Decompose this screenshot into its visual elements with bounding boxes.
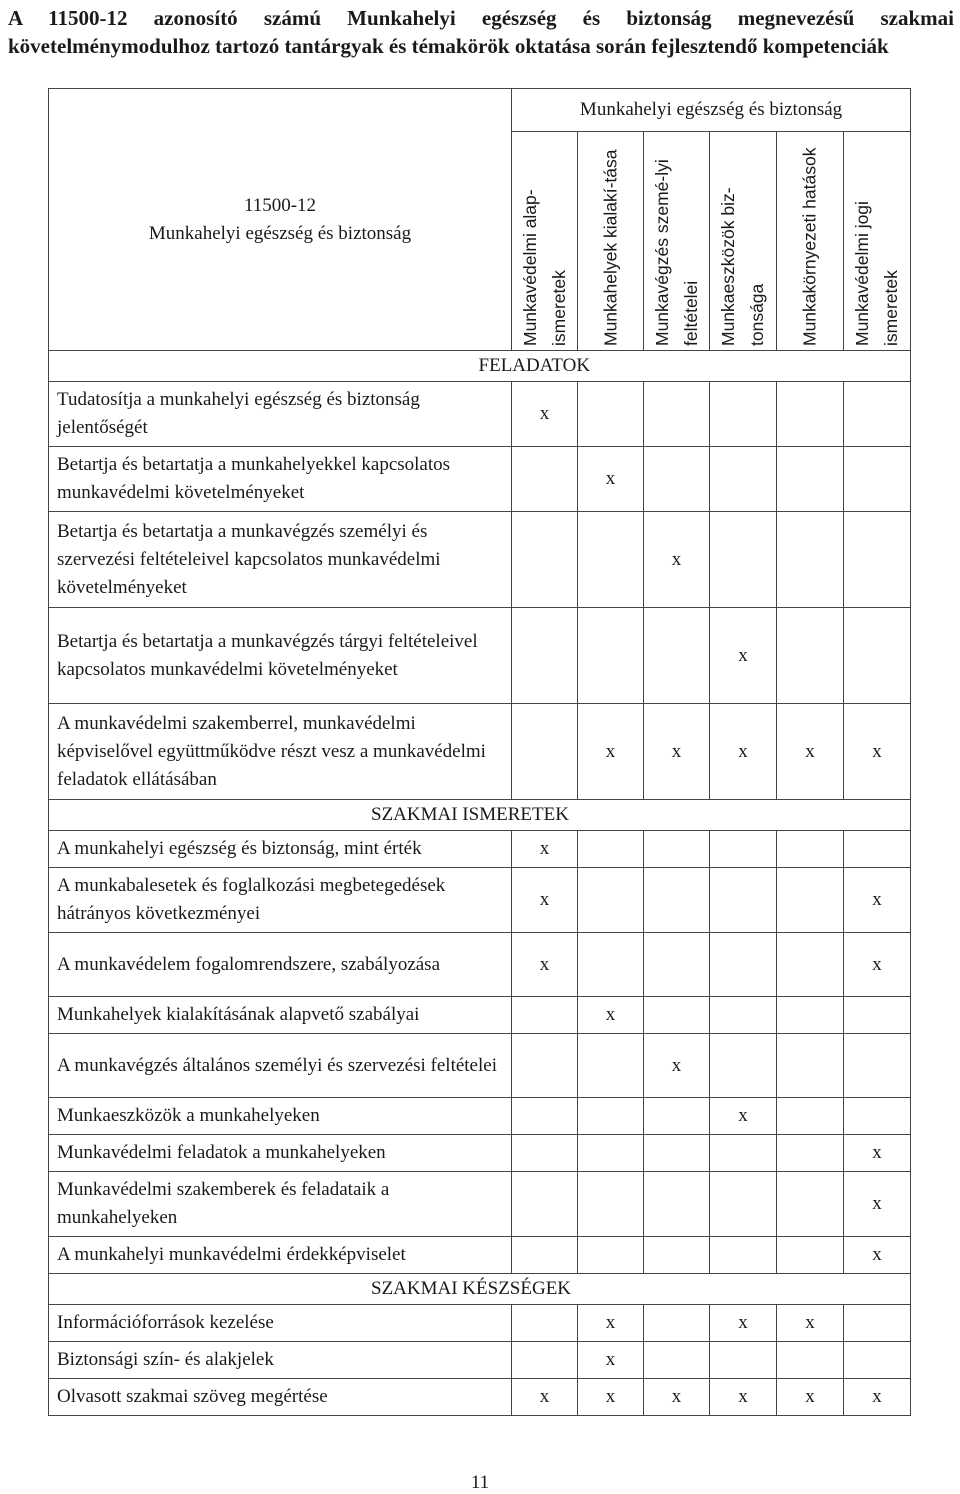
mark-cell bbox=[710, 1342, 777, 1379]
mark-cell: x bbox=[844, 868, 911, 933]
row-label: A munkavédelem fogalomrendszere, szabályozása bbox=[49, 933, 512, 997]
mark-cell bbox=[710, 1172, 777, 1237]
row-label: A munkavédelmi szakemberrel, munkavédelmi képviselővel együttműködve részt vesz a munkavédelmi feladatok ellátásában bbox=[49, 704, 512, 800]
mark-cell bbox=[578, 1034, 644, 1098]
mark-cell: x bbox=[777, 1379, 844, 1416]
column-header: Munkavédelmi jogi ismeretek bbox=[844, 132, 911, 351]
row-label: A munkahelyi munkavédelmi érdekképviselet bbox=[49, 1237, 512, 1274]
section-heading-row bbox=[49, 1274, 911, 1305]
mark-cell bbox=[710, 1135, 777, 1172]
table-row bbox=[49, 1379, 911, 1416]
table-row bbox=[49, 1305, 911, 1342]
mark-cell bbox=[777, 933, 844, 997]
mark-cell bbox=[777, 382, 844, 447]
table-row bbox=[49, 868, 911, 933]
mark-cell: x bbox=[710, 704, 777, 800]
mark-cell: x bbox=[844, 704, 911, 800]
mark-cell bbox=[644, 1135, 710, 1172]
mark-cell: x bbox=[644, 1034, 710, 1098]
mark-cell bbox=[578, 1172, 644, 1237]
row-label: Munkahelyek kialakításának alapvető szabályai bbox=[49, 997, 512, 1034]
module-corner-cell bbox=[49, 89, 512, 351]
mark-cell: x bbox=[844, 1135, 911, 1172]
section-heading: SZAKMAI KÉSZSÉGEK bbox=[49, 1274, 911, 1305]
row-label: Munkavédelmi szakemberek és feladataik a munkahelyeken bbox=[49, 1172, 512, 1237]
row-label: Olvasott szakmai szöveg megértése bbox=[49, 1379, 512, 1416]
mark-cell bbox=[512, 1237, 578, 1274]
row-label: Betartja és betartatja a munkavégzés személyi és szervezési feltételeivel kapcsolatos munkavédelmi követelményeket bbox=[49, 512, 512, 608]
mark-cell bbox=[512, 1172, 578, 1237]
mark-cell bbox=[844, 382, 911, 447]
mark-cell bbox=[844, 1034, 911, 1098]
page-title: A 11500-12 azonosító számú Munkahelyi egészség és biztonság megnevezésű szakmai követelménymodulhoz tartozó tantárgyak és témakörök oktatása során fejlesztendő kompetenciák bbox=[8, 6, 954, 58]
section-heading: FELADATOK bbox=[49, 351, 911, 382]
module-name: Munkahelyi egészség és biztonság bbox=[148, 222, 412, 244]
mark-cell bbox=[844, 512, 911, 608]
mark-cell: x bbox=[512, 382, 578, 447]
mark-cell bbox=[777, 512, 844, 608]
mark-cell: x bbox=[777, 1305, 844, 1342]
mark-cell: x bbox=[512, 831, 578, 868]
column-header: Munkahelyek kialakí-tása bbox=[578, 132, 644, 351]
mark-cell bbox=[844, 1305, 911, 1342]
table-row bbox=[49, 1237, 911, 1274]
mark-cell bbox=[512, 704, 578, 800]
mark-cell bbox=[710, 512, 777, 608]
mark-cell bbox=[578, 1135, 644, 1172]
mark-cell bbox=[512, 512, 578, 608]
mark-cell: x bbox=[844, 933, 911, 997]
mark-cell bbox=[512, 1098, 578, 1135]
table-row bbox=[49, 1098, 911, 1135]
mark-cell bbox=[578, 608, 644, 704]
row-label: A munkavégzés általános személyi és szervezési feltételei bbox=[49, 1034, 512, 1098]
mark-cell bbox=[644, 608, 710, 704]
table-row bbox=[49, 1342, 911, 1379]
mark-cell: x bbox=[844, 1237, 911, 1274]
mark-cell bbox=[844, 1098, 911, 1135]
mark-cell bbox=[644, 831, 710, 868]
table-row bbox=[49, 382, 911, 447]
mark-cell bbox=[710, 997, 777, 1034]
mark-cell bbox=[710, 868, 777, 933]
row-label: Munkavédelmi feladatok a munkahelyeken bbox=[49, 1135, 512, 1172]
table-row bbox=[49, 1135, 911, 1172]
mark-cell: x bbox=[644, 704, 710, 800]
mark-cell bbox=[512, 1342, 578, 1379]
mark-cell bbox=[578, 868, 644, 933]
table-row bbox=[49, 704, 911, 800]
page-number: 11 bbox=[470, 1472, 490, 1493]
mark-cell bbox=[777, 831, 844, 868]
mark-cell: x bbox=[710, 1379, 777, 1416]
mark-cell bbox=[710, 447, 777, 512]
table-row bbox=[49, 447, 911, 512]
mark-cell bbox=[644, 447, 710, 512]
mark-cell bbox=[644, 997, 710, 1034]
table-row bbox=[49, 831, 911, 868]
table-row bbox=[49, 1172, 911, 1237]
mark-cell bbox=[777, 868, 844, 933]
mark-cell bbox=[844, 447, 911, 512]
mark-cell bbox=[512, 1135, 578, 1172]
mark-cell bbox=[777, 608, 844, 704]
mark-cell bbox=[844, 997, 911, 1034]
row-label: Biztonsági szín- és alakjelek bbox=[49, 1342, 512, 1379]
column-header: Munkavégzés szemé-lyi feltételei bbox=[644, 132, 710, 351]
mark-cell bbox=[777, 1342, 844, 1379]
mark-cell: x bbox=[644, 1379, 710, 1416]
mark-cell: x bbox=[844, 1172, 911, 1237]
mark-cell bbox=[777, 1098, 844, 1135]
mark-cell bbox=[644, 1237, 710, 1274]
competency-matrix bbox=[48, 88, 911, 1416]
row-label: A munkabalesetek és foglalkozási megbetegedések hátrányos következményei bbox=[49, 868, 512, 933]
mark-cell: x bbox=[710, 1098, 777, 1135]
mark-cell: x bbox=[844, 1379, 911, 1416]
mark-cell bbox=[644, 933, 710, 997]
mark-cell bbox=[777, 1135, 844, 1172]
row-label: Információforrások kezelése bbox=[49, 1305, 512, 1342]
mark-cell bbox=[710, 382, 777, 447]
mark-cell: x bbox=[578, 997, 644, 1034]
mark-cell: x bbox=[512, 1379, 578, 1416]
subject-header: Munkahelyi egészség és biztonság bbox=[512, 89, 911, 132]
column-header: Munkavédelmi alap-ismeretek bbox=[512, 132, 578, 351]
mark-cell: x bbox=[777, 704, 844, 800]
mark-cell: x bbox=[578, 447, 644, 512]
section-heading-row bbox=[49, 351, 911, 382]
mark-cell: x bbox=[578, 1379, 644, 1416]
mark-cell bbox=[578, 1237, 644, 1274]
row-label: Betartja és betartatja a munkahelyekkel kapcsolatos munkavédelmi követelményeket bbox=[49, 447, 512, 512]
mark-cell bbox=[512, 997, 578, 1034]
mark-cell bbox=[644, 1342, 710, 1379]
mark-cell bbox=[578, 512, 644, 608]
mark-cell bbox=[844, 608, 911, 704]
mark-cell bbox=[844, 831, 911, 868]
mark-cell: x bbox=[578, 1305, 644, 1342]
section-heading: SZAKMAI ISMERETEK bbox=[49, 800, 911, 831]
mark-cell: x bbox=[578, 1342, 644, 1379]
table-row bbox=[49, 933, 911, 997]
row-label: Munkaeszközök a munkahelyeken bbox=[49, 1098, 512, 1135]
column-header: Munkakörnyezeti hatások bbox=[777, 132, 844, 351]
mark-cell: x bbox=[578, 704, 644, 800]
mark-cell bbox=[777, 997, 844, 1034]
mark-cell bbox=[512, 1034, 578, 1098]
mark-cell bbox=[710, 933, 777, 997]
section-heading-row bbox=[49, 800, 911, 831]
mark-cell bbox=[578, 1098, 644, 1135]
mark-cell bbox=[644, 1305, 710, 1342]
row-label: A munkahelyi egészség és biztonság, mint érték bbox=[49, 831, 512, 868]
mark-cell bbox=[644, 868, 710, 933]
table-row bbox=[49, 997, 911, 1034]
table-row bbox=[49, 512, 911, 608]
mark-cell: x bbox=[644, 512, 710, 608]
mark-cell bbox=[578, 831, 644, 868]
mark-cell bbox=[777, 1172, 844, 1237]
mark-cell bbox=[644, 382, 710, 447]
mark-cell bbox=[644, 1098, 710, 1135]
mark-cell: x bbox=[710, 1305, 777, 1342]
mark-cell bbox=[777, 447, 844, 512]
mark-cell bbox=[777, 1034, 844, 1098]
mark-cell bbox=[710, 1034, 777, 1098]
column-header: Munkaeszközök biz-tonsága bbox=[710, 132, 777, 351]
mark-cell: x bbox=[512, 868, 578, 933]
mark-cell bbox=[578, 382, 644, 447]
row-label: Tudatosítja a munkahelyi egészség és biztonság jelentőségét bbox=[49, 382, 512, 447]
mark-cell bbox=[844, 1342, 911, 1379]
mark-cell: x bbox=[710, 608, 777, 704]
module-code: 11500-12 bbox=[243, 194, 317, 216]
table-row bbox=[49, 1034, 911, 1098]
mark-cell bbox=[512, 608, 578, 704]
row-label: Betartja és betartatja a munkavégzés tárgyi feltételeivel kapcsolatos munkavédelmi követelményeket bbox=[49, 608, 512, 704]
mark-cell bbox=[512, 447, 578, 512]
mark-cell: x bbox=[512, 933, 578, 997]
table-row bbox=[49, 608, 911, 704]
mark-cell bbox=[710, 831, 777, 868]
mark-cell bbox=[512, 1305, 578, 1342]
header-topic-row bbox=[49, 89, 911, 132]
mark-cell bbox=[710, 1237, 777, 1274]
mark-cell bbox=[644, 1172, 710, 1237]
mark-cell bbox=[578, 933, 644, 997]
mark-cell bbox=[777, 1237, 844, 1274]
